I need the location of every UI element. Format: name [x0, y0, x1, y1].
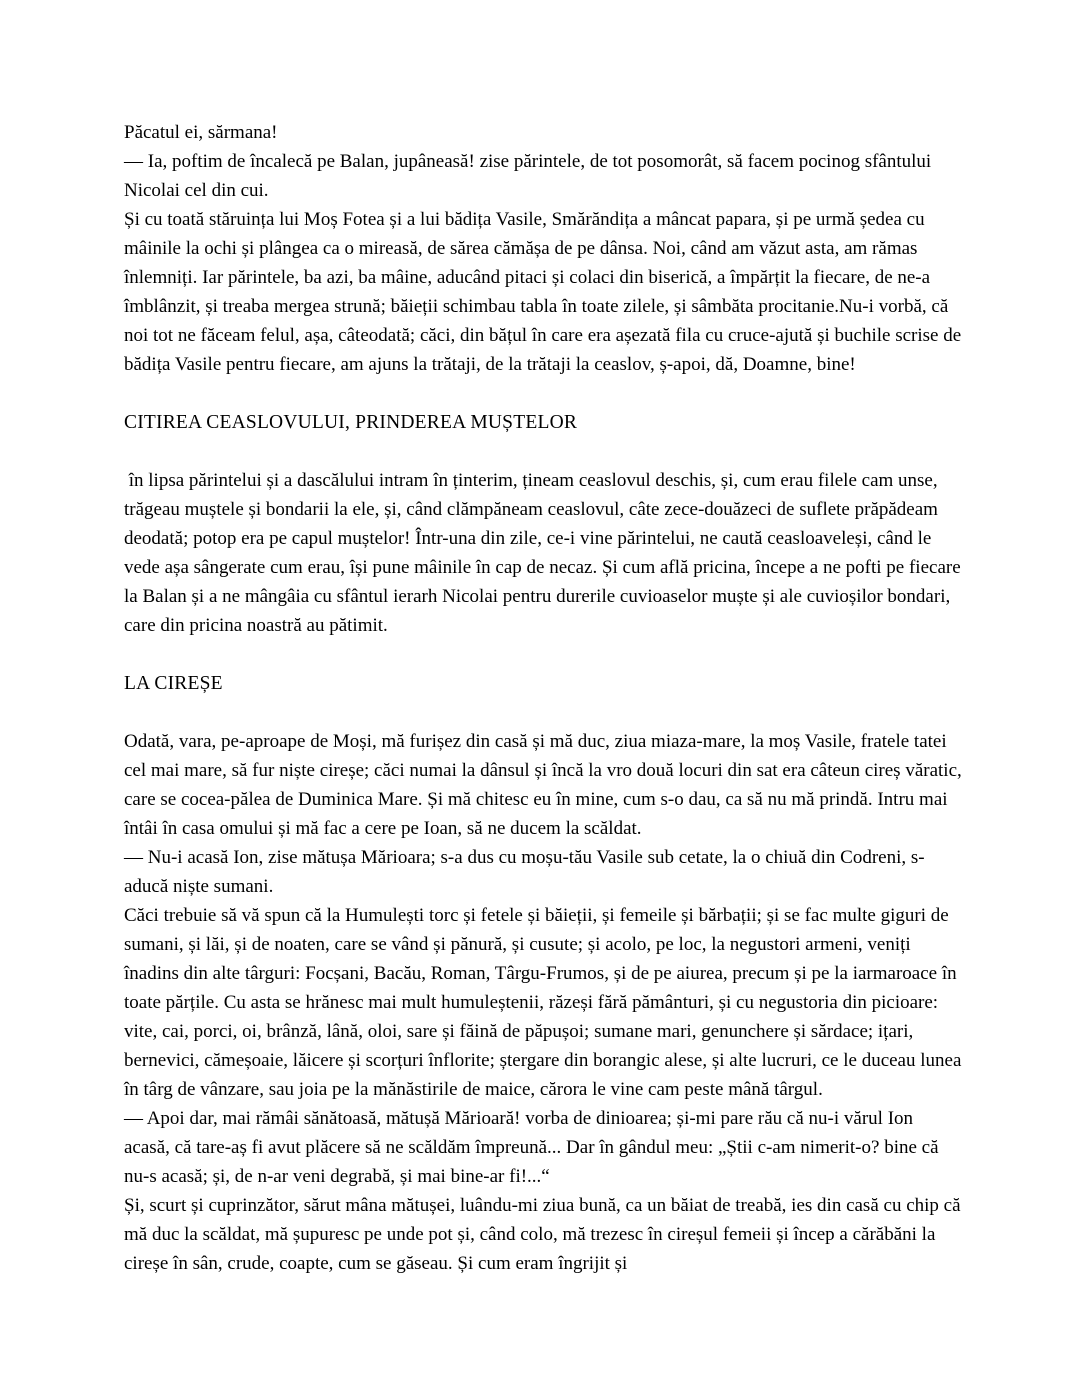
section-heading-citirea-ceaslovului: CITIREA CEASLOVULUI, PRINDEREA MUȘTELOR: [124, 412, 578, 433]
document-page: [124, 118, 967, 1278]
section-heading-la-cirese: LA CIREȘE: [124, 673, 223, 694]
paragraph: Și cu toată stăruința lui Moș Fotea și a lui bădița Vasile, Smărăndița a mâncat papara, și pe urmă ședea cu mâinile la ochi și plângea ca o mireasă, de sărea cămășa de pe dânsa. Noi, când am văzut asta, am rămas înlemniți. Iar părintele, ba azi, ba mâine, aducând pitaci și colaci din biserică, a împărțit la fiecare, de ne-a îmblânzit, și treaba mergea strună; băieții schimbau tabla în toate zilele, și sâmbăta procitanie.Nu-i vorbă, că noi tot ne făceam felul, așa, câteodată; căci, din bățul în care era așezată fila cu cruce-ajută și buchile scrise de bădița Vasile pentru fiecare, am ajuns la trătaji, de la trătaji la ceaslov, ș-apoi, dă, Doamne, bine!: [124, 209, 966, 375]
paragraph: în lipsa părintelui și a dascălului intram în ținterim, țineam ceaslovul deschis, și, cum erau filele cam unse, trăgeau muștele și bondarii la ele, și, când clămpăneam ceaslovul, câte zece-douăzeci de suflete prăpădeam deodată; potop era pe capul muștelor! Într-una din zile, ce-i vine părintelui, ne caută ceasloaveleși, când le vede așa sângerate cum erau, își pune mâinile în cap de necaz. Și cum află pricina, începe a ne pofti pe fiecare la Balan și a ne mângâia cu sfântul ierarh Nicolai pentru durerile cuvioaselor muște și ale cuvioșilor bondari, care din pricina noastră au pătimit.: [124, 470, 966, 636]
paragraph-dialogue: — Nu-i acasă Ion, zise mătușa Mărioara; s-a dus cu moșu-tău Vasile sub cetate, la o chiuă din Codreni, s-aducă niște sumani.: [124, 847, 925, 897]
paragraph-dialogue: — Apoi dar, mai rămâi sănătoasă, mătușă Mărioară! vorba de dinioarea; și-mi pare rău că nu-i vărul Ion acasă, că tare-aș fi avut plăcere să ne scăldăm împreună... Dar în gândul meu: „Știi c-am nimerit-o? bine că nu-s acasă; și, de n-ar veni degrabă, și mai bine-ar fi!...“: [124, 1108, 944, 1187]
paragraph: Păcatul ei, sărmana!: [124, 122, 278, 143]
paragraph-dialogue: — Ia, poftim de încalecă pe Balan, jupâneasă! zise părintele, de tot posomorât, să facem pocinog sfântului Nicolai cel din cui.: [124, 151, 936, 201]
paragraph: Odată, vara, pe-aproape de Moși, mă furișez din casă și mă duc, ziua miaza-mare, la moș Vasile, fratele tatei cel mai mare, să fur niște cireșe; căci numai la dânsul și încă la vro două locuri din sat era câteun cireș văratic, care se cocea-pălea de Duminica Mare. Și mă chitesc eu în mine, cum s-o dau, ca să nu mă prindă. Intru mai întâi în casa omului și mă fac a cere pe Ioan, să ne ducem la scăldat.: [124, 731, 967, 839]
paragraph: Și, scurt și cuprinzător, sărut mâna mătușei, luându-mi ziua bună, ca un băiat de treabă, ies din casă cu chip că mă duc la scăldat, mă șupuresc pe unde pot și, când colo, mă trezesc în cireșul femeii și încep a cărăbăni la cireșe în sân, crude, coapte, cum se găseau. Și cum eram îngrijit și: [124, 1195, 966, 1274]
paragraph: Căci trebuie să vă spun că la Humulești torc și fetele și băieții, și femeile și bărbații; și se fac multe giguri de sumani, și lăi, și de noaten, care se vând și pănură, și cusute; și acolo, pe loc, la negustori armeni, veniți înadins din alte târguri: Focșani, Bacău, Roman, Târgu-Frumos, și de pe aiurea, precum și pe la iarmaroace în toate părțile. Cu asta se hrănesc mai mult humuleștenii, răzeși fără pământuri, și cu negustoria din picioare: vite, cai, porci, oi, brânză, lână, oloi, sare și făină de păpușoi; sumane mari, genunchere și sărdace; ițari, bernevici, cămeșoaie, lăicere și scorțuri înflorite; ștergare din borangic alese, și alte lucruri, ce le duceau lunea în târg de vânzare, sau joia pe la mănăstirile de maice, cărora le vine cam peste mână târgul.: [124, 905, 967, 1100]
